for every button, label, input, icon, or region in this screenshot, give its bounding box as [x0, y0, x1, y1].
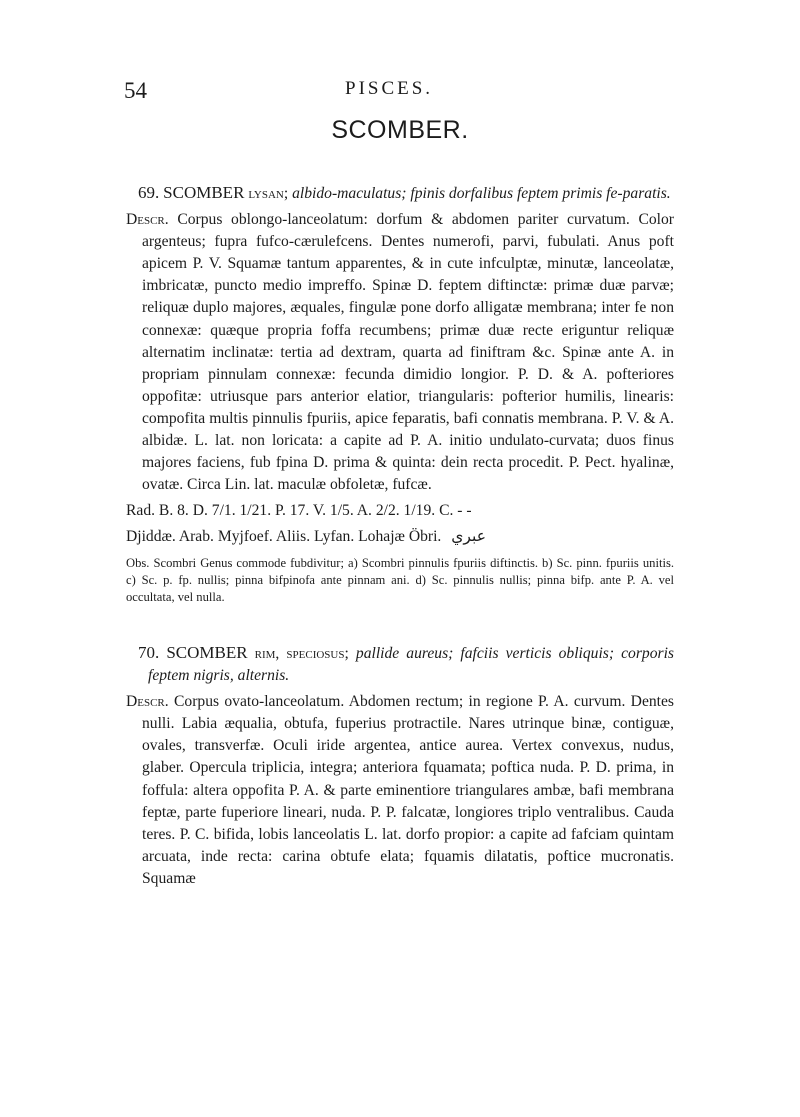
- genus-name: SCOMBER: [166, 643, 248, 662]
- diagnosis: albido-maculatus; fpinis dorfalibus feptem primis fe-paratis.: [292, 185, 671, 202]
- description-text: Corpus oblongo-lanceolatum: dorfum & abdomen pariter curvatum. Color argenteus; fupra fufco-cærulefcens. Dentes numerofi, parvi, fubulati. Anus poft apicem P. V. Squamæ tantum apparentes, & in cute infculptæ, minutæ, lanceolatæ, imbricatæ, puncto medio impreffo. Spinæ D. feptem diftinctæ: primæ duæ parvæ; reliquæ duplo majores, æquales, fingulæ pone dorfo alligatæ membrana; inter fe non connexæ: quæque propria foffa recumbens; primæ duæ recte eriguntur reliquæ alternatim inclinatæ: tertia ad dextram, quarta ad finiftram &c. Spinæ ante A. in propriam pinnulam connexæ: fecunda dimidio longior. P. D. & A. pofteriores oppofitæ: utriusque pars anterior elatior, triangularis: pofterior humilis, linearis: compofita multis pinnulis fpuriis, apice feparatis, bafi connatis membrana. P. V. & A. albidæ. L. lat. non loricata: a capite ad P. A. initio undulato-curvata; duos finus majores faciens, fub fpina D. prima & quinta: dein recta procedit. P. Pect. hyalinæ, ovatæ. Circa Lin. lat. maculæ obfoletæ, fufcæ.: [142, 211, 674, 494]
- observation-note: Obs. Scombri Genus commode fubdivitur; a) Scombri pinnulis fpuriis diftinctis. b) Sc. pinn. fpuriis unitis. c) Sc. p. fp. nullis; pinna bifpinofa ante pinnam ani. d) Sc. pinnulis nullis; pinna bifp. ante P. A. vel occultata, vel nulla.: [126, 555, 674, 604]
- description: [126, 691, 674, 890]
- entry-heading: 69. SCOMBER lysan; albido-maculatus; fpinis dorfalibus feptem primis fe-paratis.: [138, 183, 671, 202]
- descr-label: Descr.: [126, 211, 169, 229]
- entry-number: 70.: [138, 643, 160, 662]
- diagnosis: pallide aureus; fafciis verticis obliquis; corporis feptem nigris, alternis.: [148, 645, 674, 685]
- page-number: 54: [124, 78, 147, 103]
- species-name: lysan: [248, 185, 284, 202]
- vernacular-names: [126, 526, 674, 548]
- section-title: SCOMBER.: [331, 116, 469, 144]
- description: [126, 209, 674, 496]
- names-text: Djiddæ. Arab. Myjfoef. Aliis. Lyfan. Lohajæ Öbri.: [126, 528, 442, 546]
- fin-ray-formula: Rad. B. 8. D. 7/1. 1/21. P. 17. V. 1/5. A. 2/2. 1/19. C. - -: [126, 502, 472, 520]
- species-entry-70: [126, 642, 674, 890]
- running-head: PISCES.: [345, 78, 434, 99]
- species-entry-69: [126, 182, 674, 606]
- entry-number: 69.: [138, 183, 160, 202]
- description-text: Corpus ovato-lanceolatum. Abdomen rectum; in regione P. A. curvum. Dentes nulli. Labia æqualia, obtufa, fuperius protractile. Nares utrinque binæ, contiguæ, ovales, transverfæ. Oculi iride argentea, antice aurea. Vertex convexus, nudus, glaber. Opercula triplicia, integra; anteriora fquamata; poftica nuda. P. D. prima, in foffula: altera oppofita P. A. & parte eminentiore triangulares ambæ, bafi membrana feptæ, parte fuperiore lineari, nuda. P. P. falcatæ, longiores triplo ventralibus. Cauda teres. P. C. bifida, lobis lanceolatis L. lat. dorfo propior: a capite ad fafciam quintam arcuata, inde recta: carina obtufe elata; fquamis dilatatis, poftice mucronatis. Squamæ: [142, 693, 674, 887]
- genus-name: SCOMBER: [163, 183, 245, 202]
- species-name: rim, speciosus;: [254, 645, 349, 662]
- descr-label: Descr.: [126, 693, 169, 711]
- entry-heading: [126, 642, 674, 687]
- arabic-name: عبري: [451, 528, 487, 546]
